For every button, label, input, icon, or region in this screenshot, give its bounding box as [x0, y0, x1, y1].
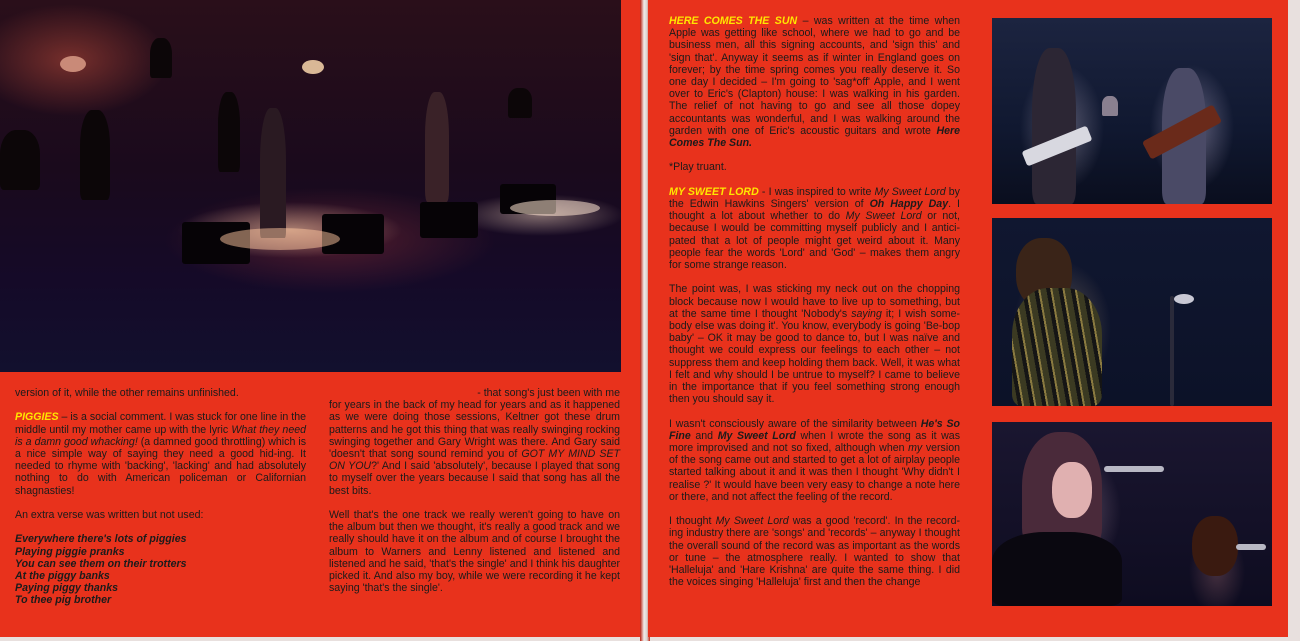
- verse-line: Paying piggy thanks: [15, 582, 119, 595]
- text-run: I thought: [669, 515, 716, 528]
- text-run: I wasn't consciously aware of the similarity between: [669, 417, 921, 430]
- my-sweet-lord-heading: MY SWEET LORD: [669, 185, 759, 198]
- paragraph-1-end: ?' And I said 'absolutely', because I played that song to myself over the years because I said that song has all the best bits.: [329, 460, 621, 497]
- emphasis-run: my: [908, 442, 923, 455]
- point-paragraph: [669, 283, 960, 405]
- hes-so-fine-title: He's So Fine: [669, 417, 961, 442]
- verse-line: Playing piggie pranks: [15, 545, 125, 558]
- verse-line: At the piggy banks: [15, 570, 110, 582]
- title-run: My Sweet Lord: [845, 210, 922, 223]
- piggies-heading: PIGGIES: [15, 411, 59, 424]
- song-continuation-start: - that song's just been with me: [477, 387, 620, 399]
- piggies-text-1: – is a social comment. I was stuck for one line in the middle until my mother came up with the lyric: [15, 411, 306, 436]
- here-comes-text: – was written at the time when Apple was getting like school, where we had to go and be business men, all this signing accounts, and 'sign this' and 'sign that'. Anyway it seems as if winter in England goes on forever; by the time spring comes you really deserve it. So one day I decided – I'm going to 'sag*off' Apple, and I went over to Eric's (Clapton) house: I was walking in his garden. The relief of not having to go and see all those dopey accountants was wonderful, and I was walking around the garden with one of Eric's acoustic guitars and wrote: [669, 15, 961, 137]
- title-run: My Sweet Lord: [874, 185, 946, 198]
- text-run: . I thought a lot about whether to do: [669, 198, 960, 223]
- text-run: by the Edwin Hawkins Singers' version of: [669, 185, 960, 211]
- middle-column: [329, 387, 620, 607]
- text-run: version of the song came out and started to get a lot of airplay people started talking about it and it was then I thought 'Why didn't I realise ?' It would have been very easy to change a note here or there, and not affect the feeling of the record.: [669, 442, 960, 503]
- guitarists-photo: [992, 18, 1272, 204]
- verse-line: To thee pig brother: [15, 594, 112, 607]
- emphasis-run: saying: [851, 307, 882, 320]
- here-comes-the-sun-paragraph: [669, 15, 960, 149]
- text-run: was a good 'record'. In the record-ing industry there are 'songs' and 'records' – anyway I thought the overall sound of the record was as important as the words or tune – the atmosphere really. I wanted to show that 'Halleluja' and 'Hare Krishna' are quite the same thing. I did the voices singing 'Halleluja' first and then the change: [669, 515, 960, 589]
- oh-happy-day-title: Oh Happy Day: [869, 198, 949, 211]
- text-run: when I wrote the song as it was more improvised and not so fixed, although when: [669, 429, 960, 455]
- right-column: [669, 15, 960, 601]
- intro-line: version of it, while the other remains unfinished.: [15, 387, 239, 399]
- my-sweet-lord-paragraph: [669, 186, 960, 271]
- pianist-photo: [992, 218, 1272, 406]
- text-run: or not, because I would be committing myself publicly and I antici-pated that a lot of people might get weird about it. Many people fear the words 'Lord' and 'God' – makes them angry for some strange reason.: [669, 210, 960, 272]
- record-paragraph: [669, 515, 960, 588]
- extra-verse-intro: An extra verse was written but not used:: [15, 509, 204, 521]
- here-comes-title: Here Comes The Sun.: [669, 124, 960, 150]
- piggies-paragraph: [15, 411, 306, 496]
- here-comes-the-sun-heading: HERE COMES THE SUN: [669, 15, 798, 27]
- footnote: *Play truant.: [669, 161, 727, 174]
- singers-photo: [992, 422, 1272, 606]
- piggies-quote: What they need is a damn good whacking!: [15, 423, 306, 448]
- text-run: and: [690, 429, 718, 442]
- verse-line: You can see them on their trotters: [15, 557, 187, 570]
- concert-stage-photo: [0, 0, 621, 372]
- title-run: My Sweet Lord: [715, 515, 789, 528]
- song-paragraph-2: Well that's the one track we really weren't going to have on the album but then we thought, it's really a good track and we really should have it on the album and of course I brought the album to Warners and Lenny listened and listened and listened and he said, 'that's the single' and I think his daughter picked it. And also my boy, while we were recording it he kept saying 'that's the single'.: [329, 509, 620, 595]
- title-run: My Sweet Lord: [717, 429, 796, 442]
- left-column: [15, 387, 306, 607]
- left-page: [0, 0, 643, 637]
- text-run: it; I wish some-body else was doing it'. You know, everybody is going 'Be-bop baby' – OK it may be good to dance to, but I was naïve and thought we could express our feelings to each other – not suppress them and keep holding them back. Well, it was what I felt and why should I be untrue to myself? I came to believe in the importance that if you feel something strong enough then you should say it.: [669, 307, 960, 406]
- unused-verse: [15, 533, 306, 606]
- verse-line: Everywhere there's lots of piggies: [15, 533, 187, 546]
- piggies-text-2: (a damned good throttling) which is a nice simple way of saying they need a good hid-ing. It needed to rhyme with 'backing', 'lacking' and had absolutely nothing to do with American policeman or Californian shagnasties!: [15, 435, 306, 497]
- text-run: - I was inspired to write: [758, 185, 875, 198]
- similarity-paragraph: [669, 418, 960, 503]
- paragraph-1-text: for years in the back of my head for years and as it happened as we were doing those sessions, Keltner got these drum patterns and he got this thing that was really swinging rocking swinging together and Gary Wright was there. And Gary said 'doesn't that song sound remind you of: [329, 399, 620, 461]
- got-my-mind-set-title: GOT MY MIND SET ON YOU: [329, 448, 621, 473]
- song-paragraph-1: [329, 399, 620, 497]
- text-run: The point was, I was sticking my neck out on the chopping block because now I would have to live up to something, but at the same time I thought 'Nobody's: [669, 283, 960, 320]
